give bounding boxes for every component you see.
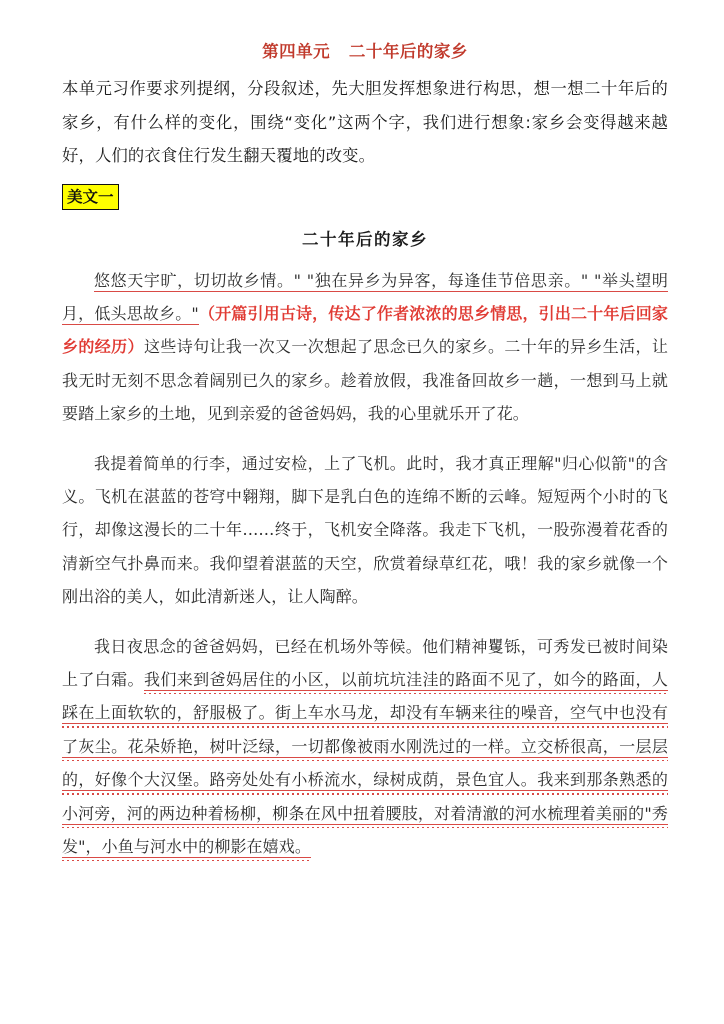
essay-paragraph-2: [62, 447, 668, 614]
dotted-underline-mark: [144, 693, 668, 694]
essay-paragraph-1-rest: 这些诗句让我一次又一次想起了思念已久的家乡。二十年的异乡生活，让我无时无刻不思念着阔别已久的家乡。趁着放假，我准备回故乡一趟，一想到马上就要踏上家乡的土地，见到亲爱的爸爸妈妈，我的心里就乐开了花。: [62, 337, 668, 424]
quoted-poems-underlined: 悠悠天宇旷，切切故乡情。" "独在异乡为异客，每逢佳节倍思亲。" "举头望明月，低头思故乡。": [62, 270, 668, 323]
essay-paragraph-1: [62, 264, 668, 431]
document-content: [62, 0, 668, 863]
essay-paragraph-2-text: 我提着简单的行李，通过安检，上了飞机。此时，我才真正理解"归心似箭"的含义。飞机在湛蓝的苍穹中翱翔，脚下是乳白色的连绵不断的云峰。短短两个小时的飞行，却像这漫长的二十年……终于，飞机安全降落。我走下飞机，一股弥漫着花香的清新空气扑鼻而来。我仰望着湛蓝的天空，欣赏着绿草红花，哦！我的家乡就像一个刚出浴的美人，如此清新迷人，让人陶醉。: [62, 453, 668, 607]
essay-paragraph-3: [62, 630, 668, 864]
dotted-underline-mark: [62, 793, 668, 794]
unit-title: 第四单元 二十年后的家乡: [262, 42, 468, 61]
teacher-annotation-red: （开篇引用古诗，传达了作者浓浓的思乡情思，引出二十年后回家乡的经历）: [62, 303, 668, 357]
essay-paragraph-3-marked-passage: 我们来到爸妈居住的小区，以前坑坑洼洼的路面不见了，如今的路面，人踩在上面软软的，舒服极了。街上车水马龙，却没有车辆来往的噪音，空气中也没有了灰尘。花朵娇艳，树叶泛绿，一切都像被雨水刚洗过的一样。立交桥很高，一层层的，好像个大汉堡。路旁处处有小桥流水，绿树成荫，景色宜人。我来到那条熟悉的小河旁，河的两边种着杨柳，柳条在风中扭着腰肢，对着清澈的河水梳理着美丽的"秀发"，小鱼与河水中的柳影在嬉戏。: [62, 669, 668, 856]
dotted-underline-mark: [62, 860, 311, 861]
essay-title: 二十年后的家乡: [302, 229, 428, 249]
essay-paragraph-3-lead: 我日夜思念的爸爸妈妈，已经在机场外等候。他们精神矍铄，可秀发已被时间染上了白霜。: [62, 636, 668, 689]
essay-body: [62, 264, 668, 864]
dotted-underline-mark: [62, 760, 668, 761]
dotted-underline-mark: [62, 827, 668, 828]
paragraph-gap: [62, 431, 668, 447]
unit-intro-paragraph: 本单元习作要求列提纲，分段叙述，先大胆发挥想象进行构思，想一想二十年后的家乡，有什么样的变化，围绕“变化”这两个字，我们进行想象:家乡会变得越来越好，人们的衣食住行发生翻天覆地的改变。: [62, 79, 668, 165]
paragraph-gap: [62, 614, 668, 630]
tag-row: [62, 184, 668, 210]
dotted-underline-mark: [62, 726, 668, 727]
highlighted-tag-meiwen-yi: 美文一: [62, 184, 119, 210]
